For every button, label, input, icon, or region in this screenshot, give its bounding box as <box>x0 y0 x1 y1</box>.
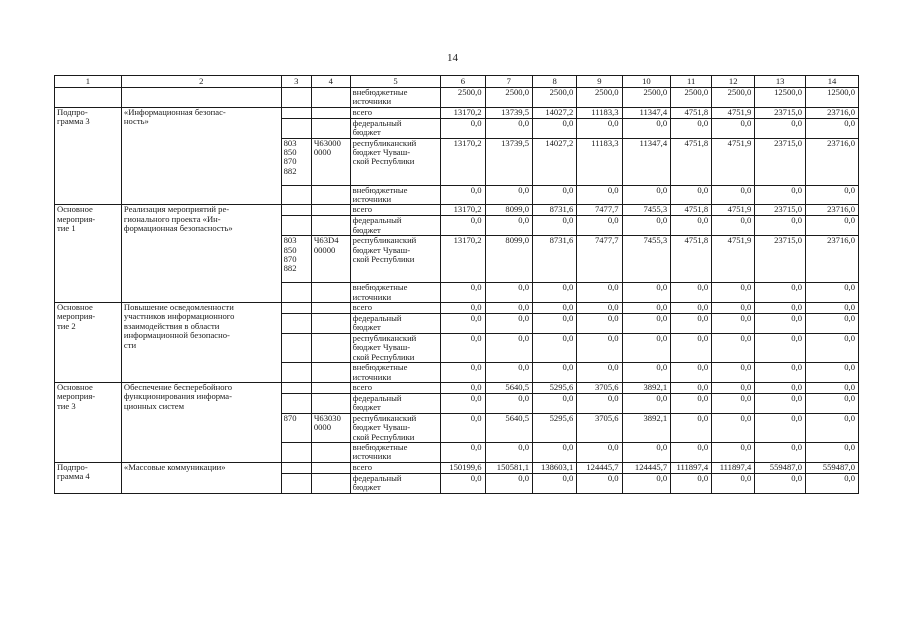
amount-cell: 0,0 <box>485 216 532 236</box>
amount-cell: 23715,0 <box>755 107 806 118</box>
column-number: 11 <box>671 76 712 88</box>
amount-cell: 0,0 <box>441 216 485 236</box>
amount-cell: 0,0 <box>622 473 671 493</box>
amount-cell: 0,0 <box>622 442 671 462</box>
amount-cell: 5640,5 <box>485 413 532 442</box>
table-row <box>55 382 859 393</box>
csr-cell: Ч63000 0000 <box>311 138 350 185</box>
column-number: 4 <box>311 76 350 88</box>
amount-cell: 4751,8 <box>671 205 712 216</box>
funding-source-cell: внебюджетные источники <box>350 363 441 383</box>
amount-cell: 0,0 <box>485 185 532 205</box>
amount-cell: 7477,7 <box>577 205 622 216</box>
amount-cell: 0,0 <box>622 283 671 303</box>
amount-cell: 7477,7 <box>577 236 622 283</box>
table-row <box>55 107 859 118</box>
amount-cell: 138603,1 <box>533 462 577 473</box>
amount-cell: 5295,6 <box>533 413 577 442</box>
funding-source-cell: республиканский бюджет Чуваш- ской Республики <box>350 333 441 362</box>
amount-cell: 0,0 <box>622 314 671 334</box>
amount-cell: 0,0 <box>441 314 485 334</box>
name-cell: Реализация мероприятий ре- гионального проекта «Ин- формационная безопасность» <box>121 205 281 303</box>
amount-cell: 14027,2 <box>533 138 577 185</box>
amount-cell: 11183,3 <box>577 107 622 118</box>
amount-cell: 0,0 <box>622 185 671 205</box>
amount-cell: 0,0 <box>485 473 532 493</box>
amount-cell: 3892,1 <box>622 413 671 442</box>
amount-cell: 0,0 <box>485 303 532 314</box>
amount-cell: 0,0 <box>755 314 806 334</box>
grbs-cell <box>281 303 311 314</box>
amount-cell: 11183,3 <box>577 138 622 185</box>
amount-cell: 11347,4 <box>622 138 671 185</box>
grbs-cell <box>281 442 311 462</box>
amount-cell: 0,0 <box>533 303 577 314</box>
amount-cell: 0,0 <box>712 314 755 334</box>
amount-cell: 13739,5 <box>485 138 532 185</box>
grbs-cell <box>281 333 311 362</box>
amount-cell: 14027,2 <box>533 107 577 118</box>
funding-source-cell: федеральный бюджет <box>350 393 441 413</box>
amount-cell: 0,0 <box>755 283 806 303</box>
amount-cell: 0,0 <box>533 283 577 303</box>
amount-cell: 0,0 <box>712 118 755 138</box>
amount-cell: 13170,2 <box>441 236 485 283</box>
amount-cell: 12500,0 <box>755 88 806 108</box>
amount-cell: 2500,0 <box>485 88 532 108</box>
amount-cell: 111897,4 <box>712 462 755 473</box>
amount-cell: 11347,4 <box>622 107 671 118</box>
grbs-cell <box>281 283 311 303</box>
amount-cell: 5640,5 <box>485 382 532 393</box>
grbs-cell: 803 850 870 882 <box>281 236 311 283</box>
amount-cell: 0,0 <box>755 442 806 462</box>
status-cell: Подпро- грамма 4 <box>55 462 122 493</box>
amount-cell: 0,0 <box>485 442 532 462</box>
funding-source-cell: федеральный бюджет <box>350 118 441 138</box>
amount-cell: 0,0 <box>533 363 577 383</box>
status-cell: Основное мероприя- тие 3 <box>55 382 122 462</box>
amount-cell: 23716,0 <box>806 205 859 216</box>
amount-cell: 0,0 <box>806 314 859 334</box>
amount-cell: 0,0 <box>485 333 532 362</box>
amount-cell: 0,0 <box>806 382 859 393</box>
column-number: 13 <box>755 76 806 88</box>
grbs-cell <box>281 205 311 216</box>
csr-cell: Ч63D4 00000 <box>311 236 350 283</box>
amount-cell: 0,0 <box>806 333 859 362</box>
amount-cell: 0,0 <box>755 118 806 138</box>
amount-cell: 0,0 <box>622 216 671 236</box>
csr-cell <box>311 88 350 108</box>
amount-cell: 5295,6 <box>533 382 577 393</box>
amount-cell: 0,0 <box>533 118 577 138</box>
amount-cell: 0,0 <box>622 118 671 138</box>
amount-cell: 0,0 <box>755 393 806 413</box>
amount-cell: 23716,0 <box>806 236 859 283</box>
amount-cell: 0,0 <box>533 442 577 462</box>
funding-source-cell: федеральный бюджет <box>350 473 441 493</box>
funding-source-cell: внебюджетные источники <box>350 185 441 205</box>
amount-cell: 4751,8 <box>671 138 712 185</box>
amount-cell: 4751,9 <box>712 138 755 185</box>
amount-cell: 2500,0 <box>441 88 485 108</box>
name-cell: Повышение осведомленности участников информационного взаимодействия в области информационной безопасно- сти <box>121 303 281 383</box>
csr-cell <box>311 205 350 216</box>
column-number: 6 <box>441 76 485 88</box>
grbs-cell <box>281 185 311 205</box>
funding-source-cell: республиканский бюджет Чуваш- ской Республики <box>350 236 441 283</box>
amount-cell: 559487,0 <box>806 462 859 473</box>
grbs-cell: 870 <box>281 413 311 442</box>
amount-cell: 7455,3 <box>622 205 671 216</box>
amount-cell: 0,0 <box>712 382 755 393</box>
amount-cell: 3705,6 <box>577 413 622 442</box>
amount-cell: 150581,1 <box>485 462 532 473</box>
csr-cell <box>311 107 350 118</box>
grbs-cell <box>281 382 311 393</box>
amount-cell: 8731,6 <box>533 236 577 283</box>
amount-cell: 0,0 <box>671 382 712 393</box>
grbs-cell <box>281 393 311 413</box>
funding-source-cell: всего <box>350 205 441 216</box>
amount-cell: 0,0 <box>533 473 577 493</box>
amount-cell: 13739,5 <box>485 107 532 118</box>
amount-cell: 0,0 <box>622 363 671 383</box>
table-row <box>55 303 859 314</box>
amount-cell: 0,0 <box>806 283 859 303</box>
amount-cell: 0,0 <box>577 303 622 314</box>
csr-cell <box>311 303 350 314</box>
amount-cell: 3705,6 <box>577 382 622 393</box>
csr-cell <box>311 393 350 413</box>
amount-cell: 0,0 <box>577 216 622 236</box>
amount-cell: 0,0 <box>671 303 712 314</box>
amount-cell: 0,0 <box>806 185 859 205</box>
amount-cell: 23715,0 <box>755 138 806 185</box>
funding-source-cell: республиканский бюджет Чуваш- ской Республики <box>350 413 441 442</box>
csr-cell <box>311 185 350 205</box>
amount-cell: 0,0 <box>441 303 485 314</box>
column-number: 1 <box>55 76 122 88</box>
amount-cell: 0,0 <box>533 333 577 362</box>
grbs-cell <box>281 216 311 236</box>
amount-cell: 2500,0 <box>671 88 712 108</box>
amount-cell: 0,0 <box>622 303 671 314</box>
amount-cell: 0,0 <box>671 185 712 205</box>
amount-cell: 13170,2 <box>441 205 485 216</box>
funding-source-cell: федеральный бюджет <box>350 314 441 334</box>
amount-cell: 0,0 <box>577 363 622 383</box>
amount-cell: 0,0 <box>485 118 532 138</box>
amount-cell: 4751,9 <box>712 205 755 216</box>
csr-cell: Ч63030 0000 <box>311 413 350 442</box>
amount-cell: 0,0 <box>712 283 755 303</box>
amount-cell: 0,0 <box>806 473 859 493</box>
amount-cell: 0,0 <box>806 303 859 314</box>
amount-cell: 0,0 <box>485 393 532 413</box>
funding-source-cell: внебюджетные источники <box>350 283 441 303</box>
amount-cell: 0,0 <box>671 363 712 383</box>
amount-cell: 0,0 <box>671 283 712 303</box>
column-number: 2 <box>121 76 281 88</box>
grbs-cell <box>281 107 311 118</box>
funding-source-cell: всего <box>350 107 441 118</box>
amount-cell: 0,0 <box>577 473 622 493</box>
amount-cell: 2500,0 <box>622 88 671 108</box>
column-number: 12 <box>712 76 755 88</box>
column-number: 9 <box>577 76 622 88</box>
amount-cell: 0,0 <box>712 363 755 383</box>
budget-table <box>54 75 859 494</box>
status-cell: Основное мероприя- тие 1 <box>55 205 122 303</box>
amount-cell: 0,0 <box>577 333 622 362</box>
amount-cell: 0,0 <box>441 333 485 362</box>
amount-cell: 0,0 <box>577 314 622 334</box>
column-number: 14 <box>806 76 859 88</box>
amount-cell: 23716,0 <box>806 107 859 118</box>
amount-cell: 0,0 <box>671 442 712 462</box>
amount-cell: 0,0 <box>712 333 755 362</box>
csr-cell <box>311 216 350 236</box>
amount-cell: 2500,0 <box>712 88 755 108</box>
amount-cell: 124445,7 <box>577 462 622 473</box>
status-cell <box>55 88 122 108</box>
amount-cell: 23716,0 <box>806 138 859 185</box>
amount-cell: 4751,8 <box>671 107 712 118</box>
amount-cell: 8099,0 <box>485 205 532 216</box>
amount-cell: 0,0 <box>622 393 671 413</box>
column-number: 3 <box>281 76 311 88</box>
amount-cell: 0,0 <box>671 118 712 138</box>
amount-cell: 0,0 <box>755 473 806 493</box>
amount-cell: 0,0 <box>441 382 485 393</box>
amount-cell: 559487,0 <box>755 462 806 473</box>
amount-cell: 0,0 <box>755 216 806 236</box>
amount-cell: 0,0 <box>622 333 671 362</box>
csr-cell <box>311 442 350 462</box>
amount-cell: 0,0 <box>671 473 712 493</box>
amount-cell: 3892,1 <box>622 382 671 393</box>
amount-cell: 0,0 <box>533 216 577 236</box>
amount-cell: 8731,6 <box>533 205 577 216</box>
amount-cell: 0,0 <box>671 333 712 362</box>
amount-cell: 124445,7 <box>622 462 671 473</box>
amount-cell: 4751,9 <box>712 236 755 283</box>
amount-cell: 0,0 <box>577 185 622 205</box>
status-cell: Основное мероприя- тие 2 <box>55 303 122 383</box>
column-number: 5 <box>350 76 441 88</box>
name-cell: Обеспечение бесперебойного функционирования информа- ционных систем <box>121 382 281 462</box>
csr-cell <box>311 473 350 493</box>
amount-cell: 0,0 <box>441 283 485 303</box>
funding-source-cell: всего <box>350 382 441 393</box>
amount-cell: 0,0 <box>577 442 622 462</box>
funding-source-cell: всего <box>350 303 441 314</box>
funding-source-cell: внебюджетные источники <box>350 88 441 108</box>
page-number: 14 <box>447 52 458 64</box>
amount-cell: 7455,3 <box>622 236 671 283</box>
csr-cell <box>311 283 350 303</box>
amount-cell: 0,0 <box>671 314 712 334</box>
amount-cell: 0,0 <box>441 442 485 462</box>
amount-cell: 0,0 <box>485 314 532 334</box>
amount-cell: 2500,0 <box>577 88 622 108</box>
amount-cell: 0,0 <box>712 185 755 205</box>
table-row <box>55 205 859 216</box>
amount-cell: 150199,6 <box>441 462 485 473</box>
amount-cell: 0,0 <box>806 413 859 442</box>
csr-cell <box>311 382 350 393</box>
csr-cell <box>311 462 350 473</box>
amount-cell: 0,0 <box>671 393 712 413</box>
column-number: 7 <box>485 76 532 88</box>
amount-cell: 0,0 <box>441 363 485 383</box>
funding-source-cell: республиканский бюджет Чуваш- ской Республики <box>350 138 441 185</box>
grbs-cell: 803 850 870 882 <box>281 138 311 185</box>
amount-cell: 23715,0 <box>755 236 806 283</box>
grbs-cell <box>281 473 311 493</box>
amount-cell: 0,0 <box>755 382 806 393</box>
amount-cell: 13170,2 <box>441 107 485 118</box>
amount-cell: 0,0 <box>712 393 755 413</box>
amount-cell: 0,0 <box>533 185 577 205</box>
amount-cell: 0,0 <box>441 393 485 413</box>
grbs-cell <box>281 118 311 138</box>
column-number-row <box>55 76 859 88</box>
amount-cell: 4751,8 <box>671 236 712 283</box>
amount-cell: 0,0 <box>712 216 755 236</box>
amount-cell: 0,0 <box>755 333 806 362</box>
amount-cell: 0,0 <box>441 413 485 442</box>
amount-cell: 0,0 <box>577 283 622 303</box>
amount-cell: 0,0 <box>712 303 755 314</box>
name-cell: «Массовые коммуникации» <box>121 462 281 493</box>
grbs-cell <box>281 314 311 334</box>
amount-cell: 0,0 <box>712 442 755 462</box>
amount-cell: 0,0 <box>806 393 859 413</box>
csr-cell <box>311 363 350 383</box>
table-row <box>55 88 859 108</box>
amount-cell: 0,0 <box>485 283 532 303</box>
csr-cell <box>311 333 350 362</box>
amount-cell: 12500,0 <box>806 88 859 108</box>
funding-source-cell: федеральный бюджет <box>350 216 441 236</box>
grbs-cell <box>281 88 311 108</box>
amount-cell: 4751,9 <box>712 107 755 118</box>
amount-cell: 0,0 <box>806 442 859 462</box>
funding-source-cell: всего <box>350 462 441 473</box>
amount-cell: 0,0 <box>441 185 485 205</box>
amount-cell: 0,0 <box>485 363 532 383</box>
amount-cell: 23715,0 <box>755 205 806 216</box>
column-number: 10 <box>622 76 671 88</box>
amount-cell: 0,0 <box>806 118 859 138</box>
amount-cell: 0,0 <box>671 413 712 442</box>
amount-cell: 0,0 <box>712 473 755 493</box>
grbs-cell <box>281 363 311 383</box>
amount-cell: 0,0 <box>806 363 859 383</box>
status-cell: Подпро- грамма 3 <box>55 107 122 205</box>
amount-cell: 0,0 <box>755 413 806 442</box>
amount-cell: 111897,4 <box>671 462 712 473</box>
name-cell <box>121 88 281 108</box>
amount-cell: 0,0 <box>806 216 859 236</box>
amount-cell: 0,0 <box>671 216 712 236</box>
amount-cell: 8099,0 <box>485 236 532 283</box>
amount-cell: 0,0 <box>441 473 485 493</box>
amount-cell: 0,0 <box>577 393 622 413</box>
csr-cell <box>311 314 350 334</box>
amount-cell: 0,0 <box>755 303 806 314</box>
amount-cell: 0,0 <box>441 118 485 138</box>
amount-cell: 13170,2 <box>441 138 485 185</box>
funding-source-cell: внебюджетные источники <box>350 442 441 462</box>
name-cell: «Информационная безопас- ность» <box>121 107 281 205</box>
table-row <box>55 462 859 473</box>
amount-cell: 0,0 <box>712 413 755 442</box>
amount-cell: 0,0 <box>533 314 577 334</box>
amount-cell: 0,0 <box>577 118 622 138</box>
amount-cell: 0,0 <box>755 363 806 383</box>
grbs-cell <box>281 462 311 473</box>
amount-cell: 0,0 <box>755 185 806 205</box>
csr-cell <box>311 118 350 138</box>
amount-cell: 2500,0 <box>533 88 577 108</box>
column-number: 8 <box>533 76 577 88</box>
amount-cell: 0,0 <box>533 393 577 413</box>
